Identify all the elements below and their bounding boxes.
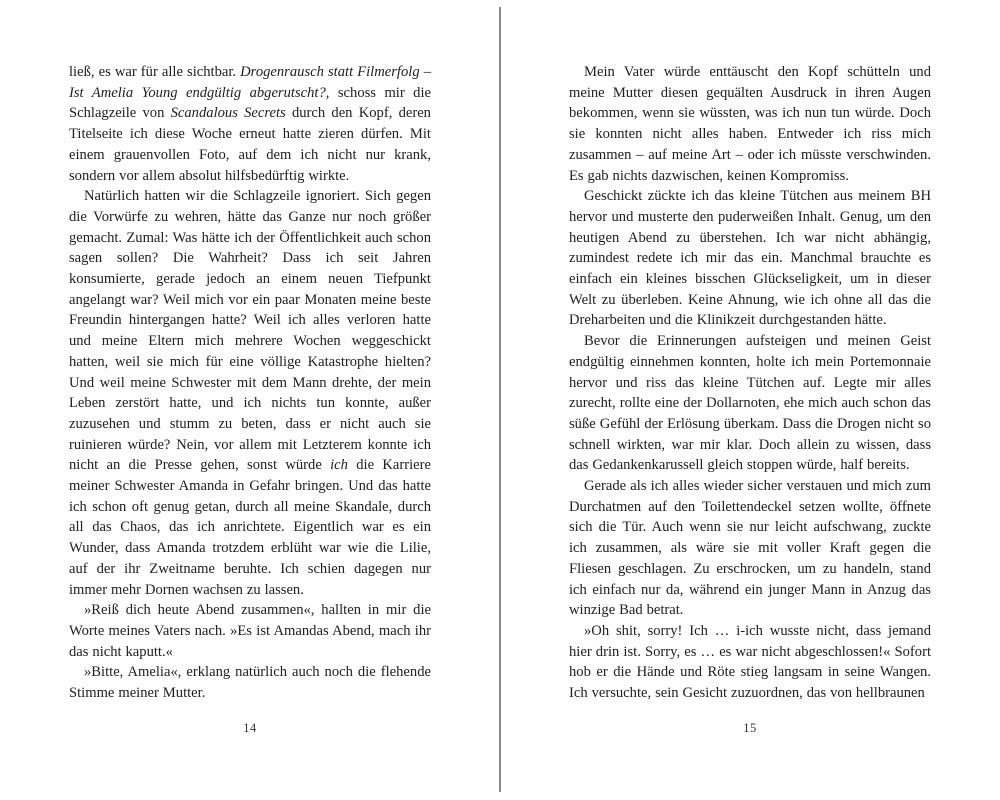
paragraph (569, 476, 931, 621)
italic-text-run: ich (330, 457, 348, 474)
paragraph (569, 621, 931, 704)
text-run: »Bitte, Amelia«, erklang natürlich auch noch die flehende Stimme meiner Mutter. (69, 664, 431, 702)
page-left-text (69, 62, 431, 704)
text-run: »Oh shit, sorry! Ich … i-ich wusste nicht, dass jemand hier drin ist. Sorry, es … es war nicht abgeschlossen!« Sofort hob er die Hände und Röte stieg langsam in seine Wangen. Ich versuchte, sein Gesicht zuzuordnen, das von hellbraunen (569, 622, 931, 702)
page-right (500, 0, 1000, 800)
italic-text-run: Scandalous Secrets (170, 105, 286, 122)
page-number-left: 14 (243, 721, 257, 735)
text-run: Natürlich hatten wir die Schlagzeile ignoriert. Sich gegen die Vorwürfe zu wehren, hätte das Ganze nur noch größer gemacht. Zumal: Was hätte ich der Öffentlichkeit auch schon sagen sollen? Die Wahrheit? Dass ich seit Jahren konsumierte, gerade jedoch an einem neuen Tiefpunkt angelangt war? Weil mich vor ein paar Monaten meine beste Freundin hintergangen hatte? Weil ich alles verloren hatte und meine Eltern mich mehrere Wochen weggeschickt hatten, weil sie mich für eine völlige Katastrophe hielten? Und weil meine Schwester mit dem Mann drehte, der mein Leben zerstört hatte, und ich nichts tun konnte, außer zuzusehen und stumm zu beten, dass er nicht auch sie ruinieren würde? Nein, vor allem mit Letzterem konnte ich nicht an die Presse gehen, sonst würde (69, 188, 431, 474)
text-run: Gerade als ich alles wieder sicher verstauen und mich zum Durchatmen auf den Toilettendeckel setzen wollte, öffnete sich die Tür. Auch wenn sie nur leicht aufschwang, zuckte ich zusammen, als wäre sie mit voller Kraft gegen die Fliesen geschlagen. Zu erschrocken, um zu handeln, stand ich einfach nur da, während ein junger Mann in Anzug das winzige Bad betrat. (569, 478, 931, 619)
italic-text-run: Drogenrausch statt Filmerfolg – Ist Amelia Young endgültig abgerutscht? (69, 64, 431, 101)
paragraph (569, 62, 931, 186)
text-run: die Karriere meiner Schwester Amanda in Gefahr bringen. Und das hatte ich schon oft genug getan, durch all meine Skandale, durch all das Chaos, das ich anrichtete. Eigentlich war es ein Wunder, dass Amanda trotzdem erblüht war wie die Lilie, auf der ihr Zweitname beruhte. Ich schien dagegen nur immer mehr Dornen wachsen zu lassen. (69, 457, 431, 598)
text-run: Bevor die Erinnerungen aufsteigen und meinen Geist endgültig einnehmen konnten, holte ich mein Portemonnaie hervor und riss das kleine Tütchen auf. Legte mir alles zurecht, rollte eine der Dollarnoten, ehe mich auch schon das süße Gefühl der Erlösung überkam. Dass die Drogen nicht so schnell wirkten, war mir klar. Doch allein zu wissen, dass das Gedankenkarussell gleich stoppen würde, half bereits. (569, 333, 931, 474)
paragraph (569, 186, 931, 331)
paragraph (69, 62, 431, 186)
paragraph (69, 600, 431, 662)
paragraph (69, 662, 431, 703)
page-right-text (569, 62, 931, 704)
paragraph (69, 186, 431, 600)
text-run: »Reiß dich heute Abend zusammen«, hallten in mir die Worte meines Vaters nach. »Es ist Amandas Abend, mach ihr das nicht kaputt.« (69, 602, 431, 660)
text-run: Mein Vater würde enttäuscht den Kopf schütteln und meine Mutter diesen gequälten Ausdruck in ihren Augen bekommen, wenn sie wüssten, was ich nun tun würde. Doch sie konnten nicht alles haben. Entweder ich riss mich zusammen – auf meine Art – oder ich müsste verschwinden. Es gab nichts dazwischen, keinen Kompromiss. (569, 64, 931, 184)
text-run: Geschickt zückte ich das kleine Tütchen aus meinem BH hervor und musterte den puderweißen Inhalt. Genug, um den heutigen Abend zu überstehen. Ich war nicht abhängig, zumindest redete ich mir das ein. Manchmal brauchte es einfach ein kleines bisschen Glückseligkeit, um in dieser Welt zu überleben. Keine Ahnung, wie ich ohne all das die Dreharbeiten und die Klinikzeit durchgestanden hätte. (569, 188, 931, 329)
text-run: ließ, es war für alle sichtbar. (69, 64, 241, 80)
text-run: durch den Kopf, deren Titelseite ich diese Woche erneut hatte zieren dürfen. Mit einem grauenvollen Foto, auf dem ich nicht nur krank, sondern vor allem absolut hilfsbedürftig wirkte. (69, 105, 431, 184)
paragraph (569, 331, 931, 476)
page-number-right: 15 (743, 721, 757, 735)
text-run: , schoss mir die Schlagzeile von (69, 84, 431, 122)
